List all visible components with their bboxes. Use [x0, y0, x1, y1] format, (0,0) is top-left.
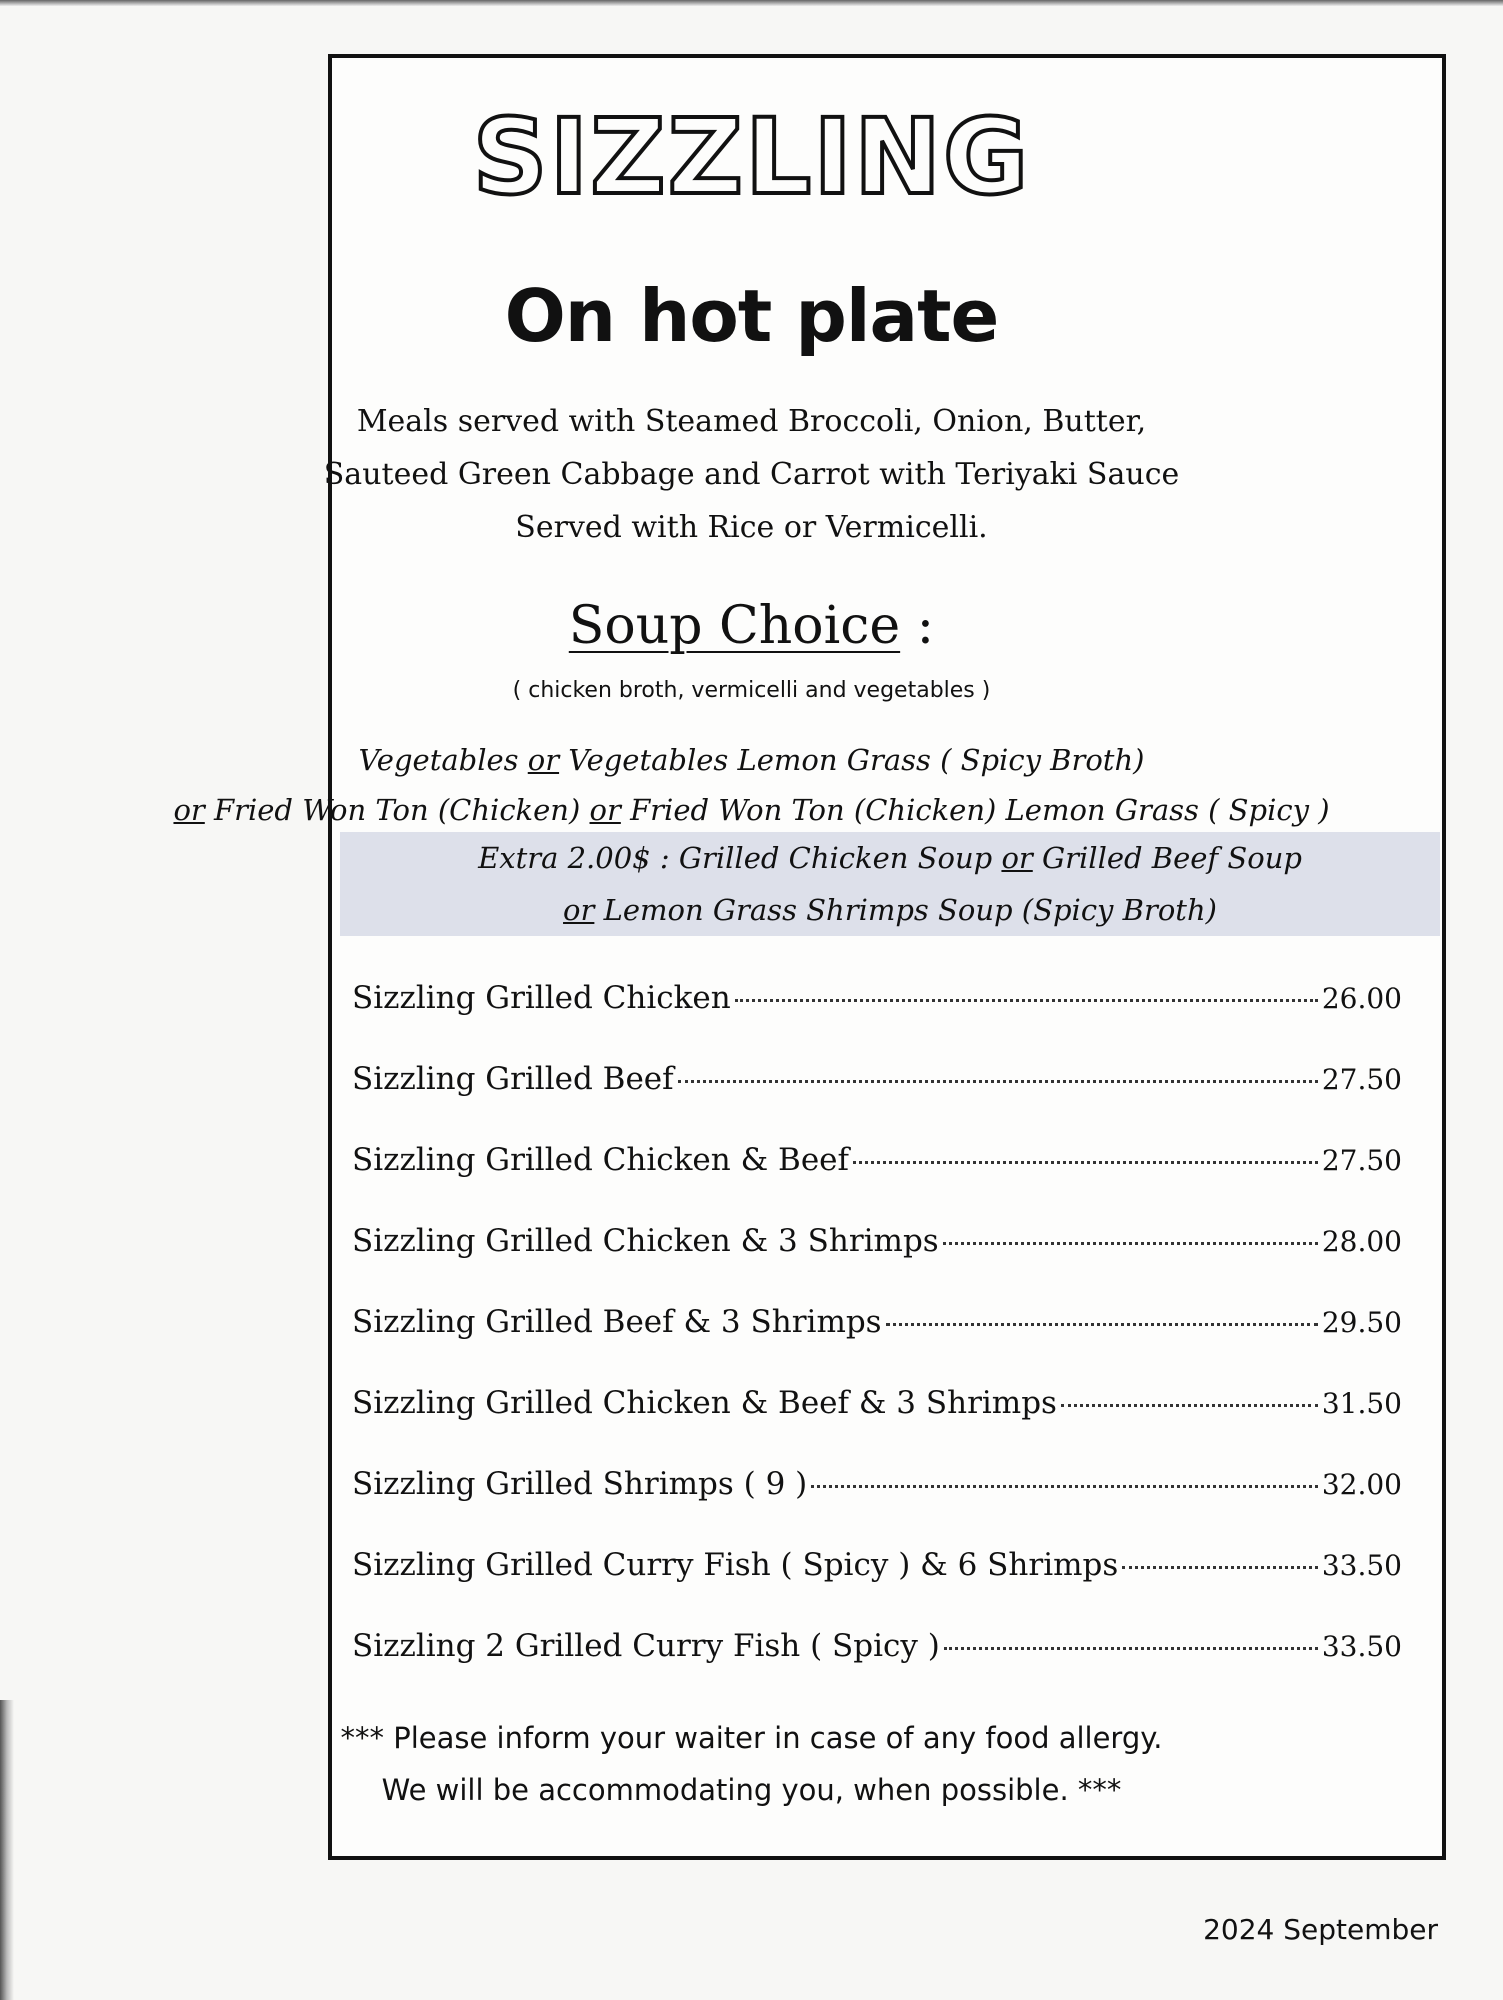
menu-item [352, 980, 1402, 1061]
menu-item-price: 32.00 [1321, 1468, 1402, 1501]
soup-extra-option: Lemon Grass Shrimps Soup (Spicy Broth) [603, 893, 1217, 927]
intro-line: Sauteed Green Cabbage and Carrot with Teriyaki Sauce [323, 457, 1180, 492]
allergy-line: *** Please inform your waiter in case of any food allergy. [340, 1721, 1163, 1755]
menu-item [352, 1466, 1402, 1547]
allergy-notice [0, 1712, 1503, 1816]
menu-item-price: 33.50 [1321, 1549, 1402, 1582]
menu-item-name: Sizzling Grilled Chicken & Beef [352, 1142, 849, 1178]
menu-item-name: Sizzling Grilled Beef [352, 1061, 674, 1097]
menu-item-price: 27.50 [1321, 1063, 1402, 1096]
soup-extra-line [340, 884, 1440, 936]
menu-item [352, 1142, 1402, 1223]
menu-title: SIZZLING [472, 96, 1031, 218]
dot-leader [678, 1080, 1318, 1083]
menu-item-price: 26.00 [1321, 982, 1402, 1015]
menu-item-list [352, 980, 1402, 1709]
dot-leader [944, 1647, 1318, 1650]
allergy-line: We will be accommodating you, when possible. *** [381, 1773, 1122, 1807]
menu-item [352, 1385, 1402, 1466]
soup-heading-colon: : [916, 596, 935, 656]
soup-options [0, 735, 1503, 835]
or-word: or [173, 793, 205, 827]
soup-option-line [0, 785, 1503, 835]
soup-extra-option: Grilled Beef Soup [1041, 841, 1302, 875]
menu-item-price: 33.50 [1321, 1630, 1402, 1663]
dot-leader [853, 1161, 1318, 1164]
soup-option: Fried Won Ton (Chicken) [214, 793, 581, 827]
menu-date: 2024 September [1203, 1913, 1438, 1946]
soup-option: Vegetables Lemon Grass ( Spicy Broth) [568, 743, 1145, 777]
menu-item [352, 1547, 1402, 1628]
intro-text [0, 395, 1503, 554]
menu-item-name: Sizzling Grilled Shrimps ( 9 ) [352, 1466, 808, 1502]
dot-leader [1061, 1404, 1318, 1407]
menu-subtitle: On hot plate [504, 274, 999, 358]
soup-extra-highlight [340, 832, 1440, 936]
dot-leader [735, 999, 1318, 1002]
soup-option: Vegetables [358, 743, 519, 777]
soup-heading-text: Soup Choice [568, 596, 901, 656]
dot-leader [1122, 1566, 1318, 1569]
menu-item-price: 27.50 [1321, 1144, 1402, 1177]
menu-item [352, 1304, 1402, 1385]
soup-note: ( chicken broth, vermicelli and vegetables ) [512, 678, 991, 703]
menu-item-name: Sizzling Grilled Beef & 3 Shrimps [352, 1304, 882, 1340]
soup-extra-option: Extra 2.00$ : Grilled Chicken Soup [478, 841, 993, 875]
menu-item-name: Sizzling Grilled Chicken & Beef & 3 Shrimps [352, 1385, 1057, 1421]
intro-line: Served with Rice or Vermicelli. [515, 510, 988, 545]
menu-item-price: 28.00 [1321, 1225, 1402, 1258]
intro-line: Meals served with Steamed Broccoli, Onion, Butter, [356, 404, 1147, 439]
or-word: or [527, 743, 560, 777]
dot-leader [886, 1323, 1318, 1326]
or-word: or [1001, 841, 1033, 875]
menu-item [352, 1061, 1402, 1142]
dot-leader [943, 1242, 1318, 1245]
soup-heading [0, 596, 1503, 656]
soup-extra-line [340, 832, 1440, 884]
or-word: or [563, 893, 595, 927]
soup-option: Fried Won Ton (Chicken) Lemon Grass ( Spicy ) [630, 793, 1330, 827]
menu-item-price: 31.50 [1321, 1387, 1402, 1420]
menu-item-name: Sizzling Grilled Chicken [352, 980, 731, 1016]
or-word: or [589, 793, 621, 827]
menu-item-name: Sizzling 2 Grilled Curry Fish ( Spicy ) [352, 1628, 940, 1664]
menu-item [352, 1628, 1402, 1709]
menu-item-price: 29.50 [1321, 1306, 1402, 1339]
menu-item [352, 1223, 1402, 1304]
dot-leader [811, 1485, 1318, 1488]
page-top-edge [0, 0, 1503, 6]
soup-option-line [0, 735, 1503, 785]
menu-item-name: Sizzling Grilled Curry Fish ( Spicy ) & 6 Shrimps [352, 1547, 1119, 1583]
menu-item-name: Sizzling Grilled Chicken & 3 Shrimps [352, 1223, 939, 1259]
